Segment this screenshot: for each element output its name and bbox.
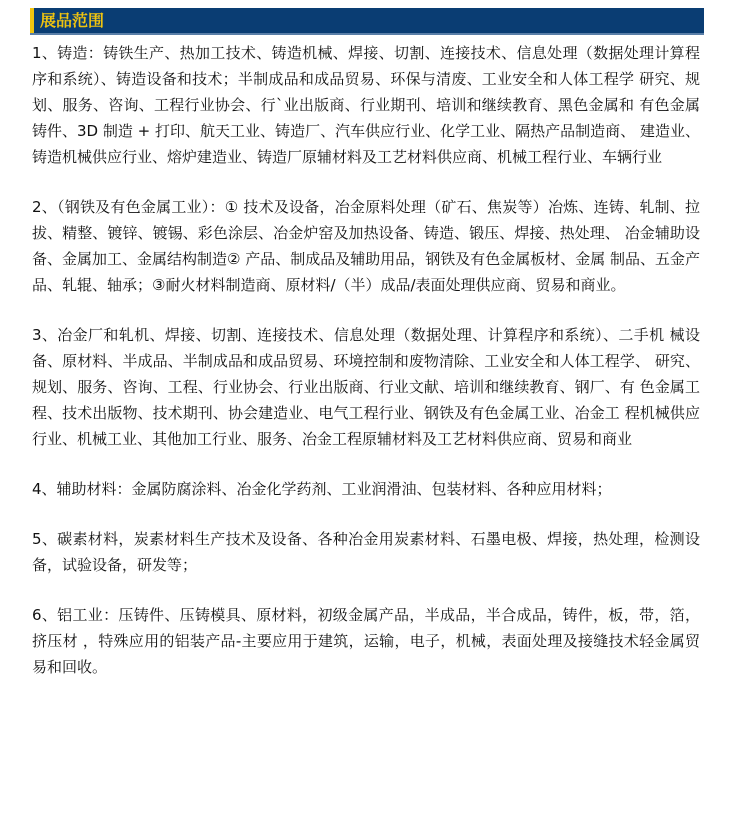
paragraph-aluminium-industry: 6、铝工业：压铸件、压铸模具、原材料，初级金属产品，半成品，半合成品，铸件，板，带，箔，挤压材 ，特殊应用的铝装产品-主要应用于建筑，运输，电子，机械，表面处理及接缝技术轻金属贸易和回收。 [32, 606, 700, 676]
section-title: 展品范围 [40, 11, 105, 30]
exhibit-scope-content [32, 40, 700, 680]
paragraph-carbon-materials: 5、碳素材料，炭素材料生产技术及设备、各种冶金用炭素材料、石墨电极、焊接，热处理，检测设备，试验设备，研发等； [32, 530, 700, 574]
paragraph-metallurgy-rolling: 3、冶金厂和轧机、焊接、切割、连接技术、信息处理（数据处理、计算程序和系统）、二手机 械设备、原材料、半成品、半制成品和成品贸易、环境控制和废物清除、工业安全和人体工程学、 研究、规划、服务、咨询、工程、行业协会、行业出版商、行业文献、培训和继续教育、钢厂、有 色金属工程、技术出版物、技术期刊、协会建造业、电气工程行业、钢铁及有色金属工业、冶金工 程机械供应行业、机械工业、其他加工行业、服务、冶金工程原辅材料及工艺材料供应商、贸易和商业 [32, 326, 700, 448]
paragraph-casting: 1、铸造：铸铁生产、热加工技术、铸造机械、焊接、切割、连接技术、信息处理（数据处理计算程序和系统）、铸造设备和技术；半制成品和成品贸易、环保与清废、工业安全和人体工程学 研究、规划、服务、咨询、工程行业协会、行`业出版商、行业期刊、培训和继续教育、黑色金属和 有色金属铸件、3D 制造 + 打印、航天工业、铸造厂、汽车供应行业、化学工业、隔热产品制造商、 建造业、铸造机械供应行业、熔炉建造业、铸造厂原辅材料及工艺材料供应商、机械工程行业、车辆行业 [32, 44, 700, 166]
paragraph-steel-nonferrous: 2、（钢铁及有色金属工业）：① 技术及设备，冶金原料处理（矿石、焦炭等）冶炼、连铸、轧制、拉拔、精整、镀锌、镀锡、彩色涂层、冶金炉窑及加热设备、铸造、锻压、焊接、热处理、 冶金辅助设备、金属加工、金属结构制造② 产品、制成品及辅助用品，钢铁及有色金属板材、金属 制品、五金产品、轧辊、轴承；③耐火材料制造商、原材料/（半）成品/表面处理供应商、贸易和商业。 [32, 198, 700, 294]
header-accent-stripe [30, 8, 34, 33]
section-header [30, 8, 704, 35]
paragraph-auxiliary-materials: 4、辅助材料：金属防腐涂料、冶金化学药剂、工业润滑油、包装材料、各种应用材料； [32, 480, 612, 498]
